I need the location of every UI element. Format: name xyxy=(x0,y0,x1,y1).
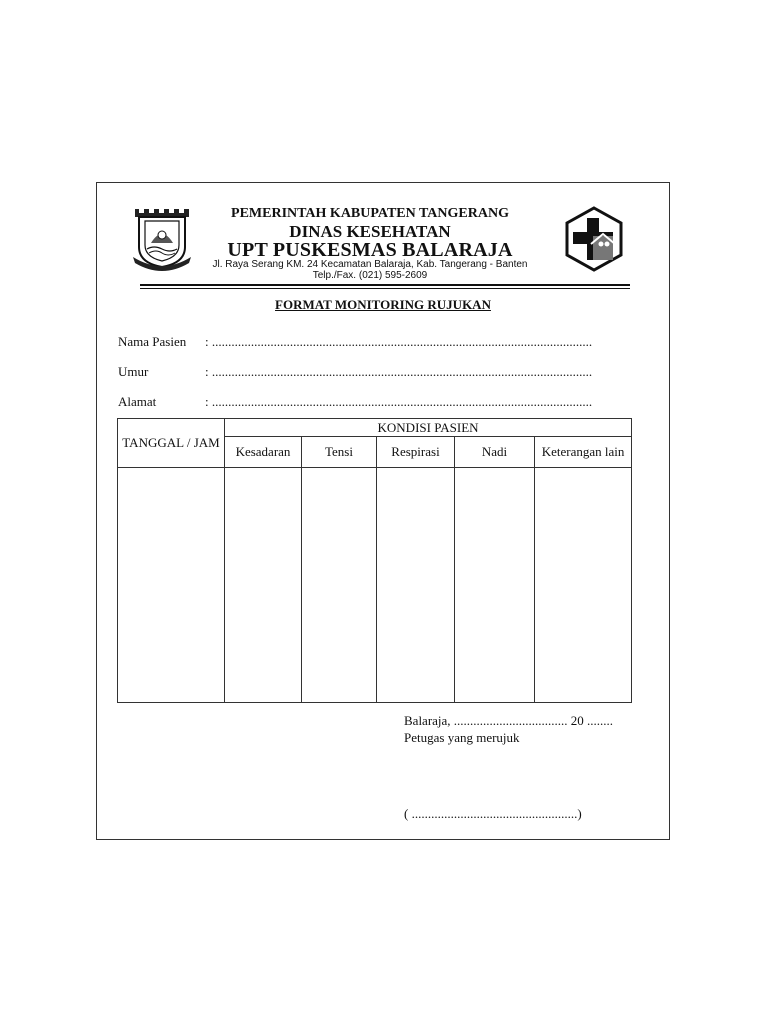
column-header-kesadaran: Kesadaran xyxy=(225,437,302,468)
column-header-tensi: Tensi xyxy=(302,437,377,468)
table-cell-tanggal[interactable] xyxy=(118,468,225,703)
header-institution: UPT PUSKESMAS BALARAJA xyxy=(227,239,513,261)
form-title: FORMAT MONITORING RUJUKAN xyxy=(275,297,491,312)
header-rule-thick xyxy=(140,284,630,286)
field-label-alamat: Alamat xyxy=(118,394,157,409)
table-cell-tensi[interactable] xyxy=(302,468,377,703)
table-cell-keterangan[interactable] xyxy=(535,468,632,703)
field-line-nama[interactable]: : ..................................................................................................................... xyxy=(205,334,593,349)
puskesmas-cross-icon xyxy=(563,206,625,272)
signature-name-line[interactable]: ( ...................................................) xyxy=(404,806,582,821)
field-label-nama: Nama Pasien xyxy=(118,334,187,349)
column-header-tanggal: TANGGAL / JAM xyxy=(118,419,225,468)
column-header-respirasi: Respirasi xyxy=(377,437,455,468)
header-phone: Telp./Fax. (021) 595-2609 xyxy=(312,270,428,281)
signature-place-date[interactable]: Balaraja, ................................... 20 ........ xyxy=(404,713,614,728)
column-header-keterangan: Keterangan lain xyxy=(535,437,632,468)
table-cell-nadi[interactable] xyxy=(455,468,535,703)
column-header-nadi: Nadi xyxy=(455,437,535,468)
field-line-alamat[interactable]: : ..................................................................................................................... xyxy=(205,394,593,409)
header-address: Jl. Raya Serang KM. 24 Kecamatan Balaraja, Kab. Tangerang - Banten xyxy=(212,259,528,270)
monitoring-table xyxy=(117,418,632,703)
field-label-umur: Umur xyxy=(118,364,149,379)
header-rule-thin xyxy=(140,288,630,289)
signature-role: Petugas yang merujuk xyxy=(404,730,520,745)
group-header-kondisi: KONDISI PASIEN xyxy=(225,419,632,437)
table-cell-kesadaran[interactable] xyxy=(225,468,302,703)
header-government: PEMERINTAH KABUPATEN TANGERANG xyxy=(231,206,509,221)
table-cell-respirasi[interactable] xyxy=(377,468,455,703)
tangerang-regency-seal-icon xyxy=(131,207,193,271)
header-department: DINAS KESEHATAN xyxy=(289,222,451,241)
field-line-umur[interactable]: : ..................................................................................................................... xyxy=(205,364,593,379)
